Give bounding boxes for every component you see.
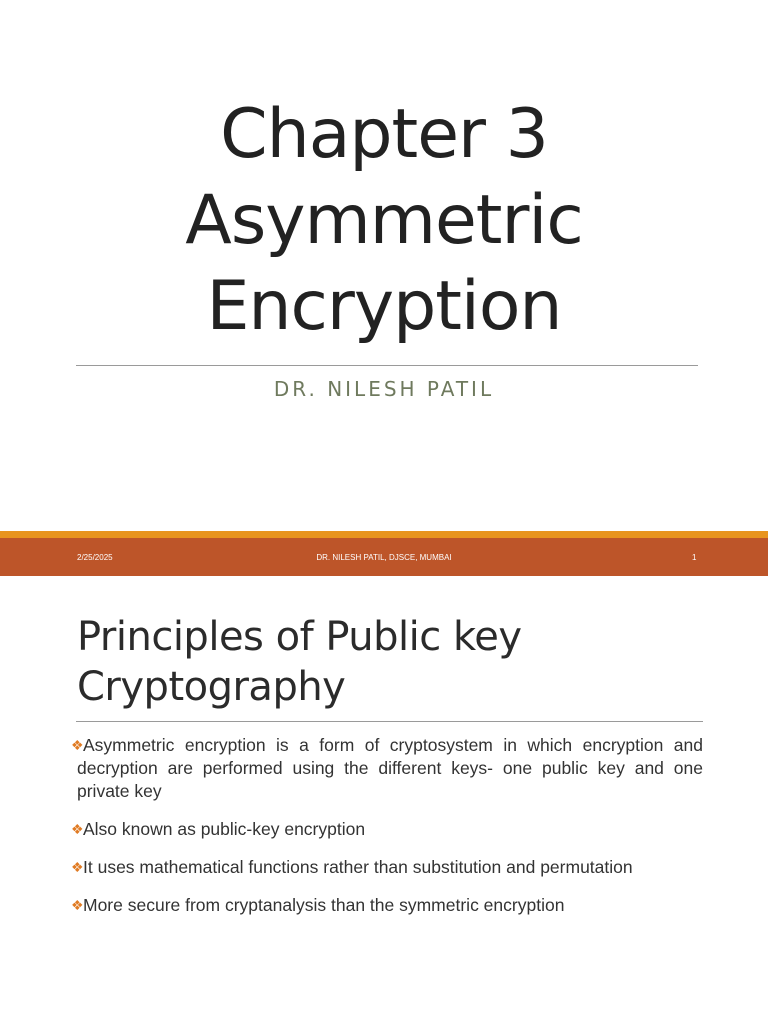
- slide-2-title-line-1: Principles of Public key: [77, 614, 522, 660]
- bullet-list: [71, 734, 703, 932]
- bullet-text: Asymmetric encryption is a form of cryptosystem in which encryption and decryption are performed using the different keys- one public key and one private key: [77, 735, 703, 801]
- diamond-bullet-icon: ❖: [71, 859, 84, 875]
- author-subtitle: DR. NILESH PATIL: [273, 377, 495, 401]
- list-item: [71, 856, 703, 879]
- title-line-3: Encryption: [206, 267, 562, 346]
- bullet-text: It uses mathematical functions rather than substitution and permutation: [83, 857, 633, 877]
- bullet-text: More secure from cryptanalysis than the symmetric encryption: [83, 895, 565, 915]
- footer-date: 2/25/2025: [77, 553, 113, 562]
- title-line-2: Asymmetric: [185, 181, 583, 260]
- list-item: [71, 734, 703, 803]
- slide-2-title-line-2: Cryptography: [77, 664, 346, 710]
- diamond-bullet-icon: ❖: [71, 821, 84, 837]
- slide-1-title: [0, 92, 768, 350]
- slide-2-title: [77, 612, 521, 712]
- footer-page-number: 1: [692, 553, 697, 562]
- diamond-bullet-icon: ❖: [71, 737, 84, 753]
- list-item: [71, 894, 703, 917]
- list-item: [71, 818, 703, 841]
- title-divider: [76, 365, 698, 366]
- diamond-bullet-icon: ❖: [71, 897, 84, 913]
- slide-2-title-divider: [76, 721, 703, 722]
- footer-accent-line: [0, 531, 768, 538]
- bullet-text: Also known as public-key encryption: [83, 819, 366, 839]
- slide-2: [0, 576, 768, 1024]
- footer-author: DR. NILESH PATIL, DJSCE, MUMBAI: [316, 553, 452, 562]
- slide-footer: [0, 538, 768, 576]
- title-line-1: Chapter 3: [220, 95, 548, 174]
